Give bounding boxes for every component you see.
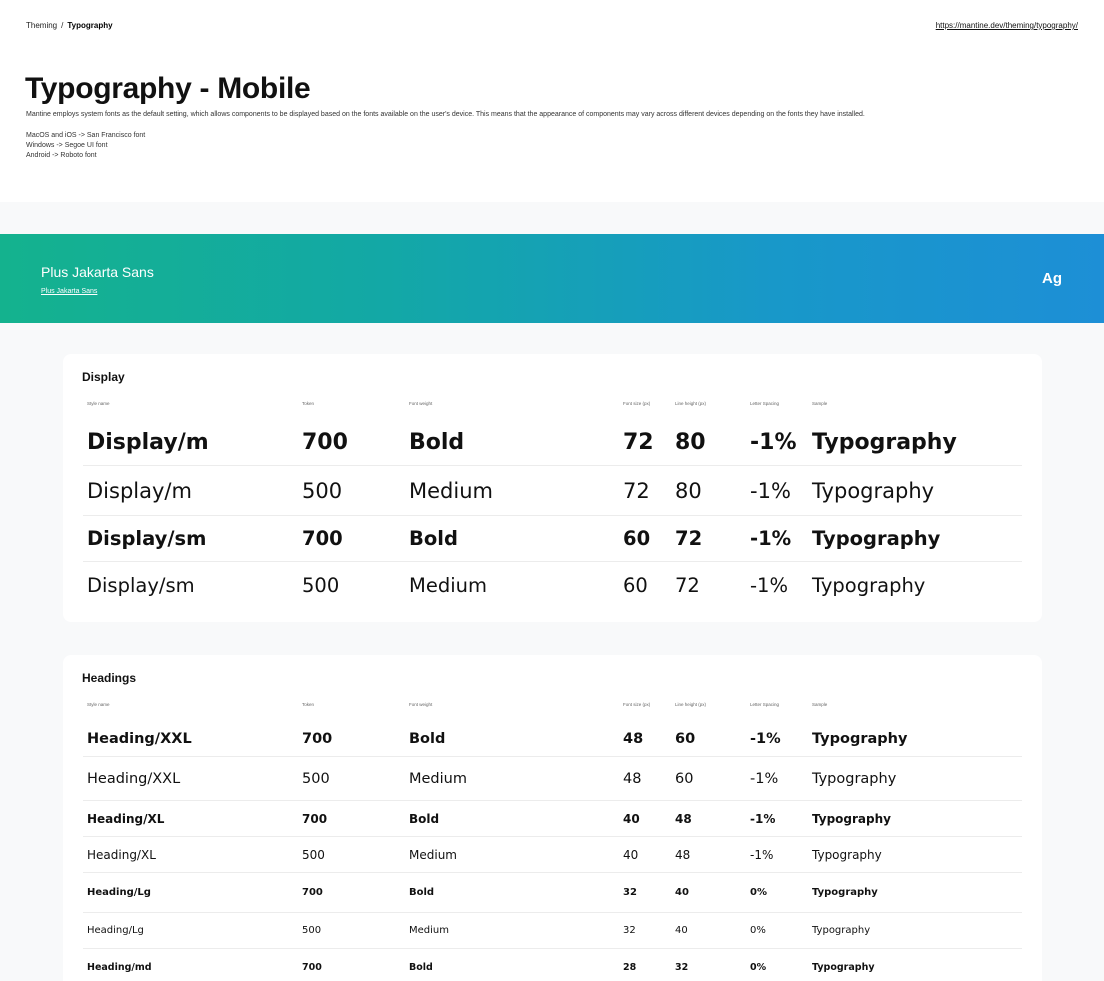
- line-height: 60: [675, 730, 696, 747]
- token: 500: [302, 478, 343, 503]
- style-name: Heading/XXL: [87, 730, 192, 747]
- font-size: 48: [623, 770, 642, 787]
- table-row: [83, 516, 1022, 562]
- style-name: Heading/Lg: [87, 887, 151, 898]
- font-size: 72: [623, 478, 650, 503]
- style-name: Display/sm: [87, 573, 195, 597]
- sample: Typography: [812, 847, 882, 862]
- sample: Typography: [812, 811, 891, 826]
- token: 700: [302, 961, 322, 973]
- sample: Typography: [812, 730, 908, 747]
- sample: Typography: [812, 961, 875, 973]
- font-weight: Medium: [409, 573, 487, 597]
- font-size: 40: [623, 847, 639, 862]
- token: 700: [302, 811, 328, 826]
- sample: Typography: [812, 430, 957, 455]
- font-size: 32: [623, 887, 637, 898]
- page-description: Mantine employs system fonts as the default setting, which allows components to be displayed based on the fonts available on the user's device. This means that the appearance of components may vary across different devices depending on the fonts they have installed.: [26, 111, 865, 118]
- font-size: 48: [623, 730, 644, 747]
- style-name: Heading/XL: [87, 847, 156, 862]
- section-title: Headings: [82, 671, 137, 685]
- page-title: Typography - Mobile: [25, 72, 311, 105]
- col-header-spacing: Letter Spacing: [750, 702, 780, 707]
- font-weight: Bold: [409, 811, 440, 826]
- token: 700: [302, 430, 348, 455]
- table-row: [83, 837, 1022, 873]
- breadcrumb-theming[interactable]: Theming: [26, 21, 58, 30]
- style-name: Display/m: [87, 430, 209, 455]
- letter-spacing: -1%: [750, 573, 788, 597]
- table-row: [83, 466, 1022, 516]
- col-header-spacing: Letter Spacing: [750, 401, 780, 406]
- token: 500: [302, 573, 340, 597]
- font-banner: [0, 234, 1104, 323]
- font-weight: Bold: [409, 730, 446, 747]
- line-height: 60: [675, 770, 694, 787]
- style-name: Display/m: [87, 478, 192, 503]
- sample: Typography: [812, 573, 926, 597]
- source-url-link[interactable]: https://mantine.dev/theming/typography/: [935, 21, 1078, 30]
- style-name: Heading/XL: [87, 811, 165, 826]
- line-height: 72: [675, 527, 703, 550]
- letter-spacing: -1%: [750, 527, 792, 550]
- headings-card: [63, 655, 1042, 981]
- table-row: [83, 721, 1022, 757]
- line-height: 48: [675, 847, 691, 862]
- font-weight: Bold: [409, 961, 433, 973]
- page-header: [0, 0, 1104, 202]
- line-height: 32: [675, 961, 689, 973]
- style-name: Display/sm: [87, 527, 207, 550]
- table-row: [83, 873, 1022, 913]
- letter-spacing: -1%: [750, 730, 781, 747]
- col-header-style: Style name: [87, 401, 110, 406]
- letter-spacing: 0%: [750, 961, 767, 973]
- col-header-line-height: Line height (px): [675, 401, 707, 406]
- table-row: [83, 562, 1022, 608]
- letter-spacing: -1%: [750, 847, 774, 862]
- breadcrumb: [26, 21, 113, 30]
- col-header-token: Token: [302, 702, 315, 707]
- letter-spacing: 0%: [750, 925, 766, 936]
- font-size: 60: [623, 527, 651, 550]
- font-link[interactable]: Plus Jakarta Sans: [41, 288, 98, 295]
- col-header-size: Font size (px): [623, 702, 651, 707]
- token: 700: [302, 527, 343, 550]
- font-weight: Bold: [409, 527, 458, 550]
- col-header-weight: Font weight: [409, 702, 433, 707]
- token: 500: [302, 847, 325, 862]
- system-font-item: Android -> Roboto font: [26, 152, 97, 159]
- font-weight: Medium: [409, 770, 467, 787]
- sample: Typography: [812, 478, 935, 503]
- font-weight: Bold: [409, 430, 465, 455]
- breadcrumb-typography: Typography: [67, 21, 113, 30]
- token: 500: [302, 770, 330, 787]
- line-height: 48: [675, 811, 692, 826]
- font-sample-glyph: Ag: [1042, 270, 1062, 287]
- style-name: Heading/Lg: [87, 925, 144, 936]
- table-row: [83, 420, 1022, 466]
- col-header-style: Style name: [87, 702, 110, 707]
- font-size: 72: [623, 430, 654, 455]
- token: 500: [302, 925, 322, 936]
- table-row: [83, 757, 1022, 801]
- breadcrumb-separator: /: [61, 21, 64, 30]
- letter-spacing: -1%: [750, 811, 776, 826]
- font-size: 40: [623, 811, 640, 826]
- font-size: 32: [623, 925, 636, 936]
- style-name: Heading/md: [87, 961, 152, 973]
- sample: Typography: [812, 527, 941, 550]
- table-row: [83, 801, 1022, 837]
- column-header-row: [63, 702, 1042, 712]
- col-header-sample: Sample: [812, 702, 828, 707]
- token: 700: [302, 730, 333, 747]
- col-header-weight: Font weight: [409, 401, 433, 406]
- font-weight: Medium: [409, 847, 457, 862]
- letter-spacing: -1%: [750, 770, 779, 787]
- table-row: [83, 949, 1022, 981]
- sample: Typography: [812, 925, 871, 936]
- section-title: Display: [82, 370, 125, 384]
- system-font-item: MacOS and iOS -> San Francisco font: [26, 132, 146, 139]
- col-header-size: Font size (px): [623, 401, 651, 406]
- col-header-sample: Sample: [812, 401, 828, 406]
- column-header-row: [63, 401, 1042, 411]
- line-height: 40: [675, 925, 688, 936]
- font-size: 60: [623, 573, 648, 597]
- token: 700: [302, 887, 323, 898]
- line-height: 40: [675, 887, 689, 898]
- table-row: [83, 913, 1022, 949]
- letter-spacing: -1%: [750, 478, 791, 503]
- line-height: 80: [675, 478, 702, 503]
- system-font-item: Windows -> Segoe UI font: [26, 142, 108, 149]
- style-name: Heading/XXL: [87, 770, 181, 787]
- font-size: 28: [623, 961, 637, 973]
- sample: Typography: [812, 887, 878, 898]
- sample: Typography: [812, 770, 897, 787]
- font-name: Plus Jakarta Sans: [41, 264, 154, 280]
- font-weight: Medium: [409, 925, 449, 936]
- line-height: 72: [675, 573, 700, 597]
- letter-spacing: 0%: [750, 887, 767, 898]
- display-card: [63, 354, 1042, 622]
- font-weight: Medium: [409, 478, 493, 503]
- letter-spacing: -1%: [750, 430, 797, 455]
- font-weight: Bold: [409, 887, 435, 898]
- line-height: 80: [675, 430, 706, 455]
- col-header-token: Token: [302, 401, 315, 406]
- system-fonts-list: [26, 131, 145, 161]
- col-header-line-height: Line height (px): [675, 702, 707, 707]
